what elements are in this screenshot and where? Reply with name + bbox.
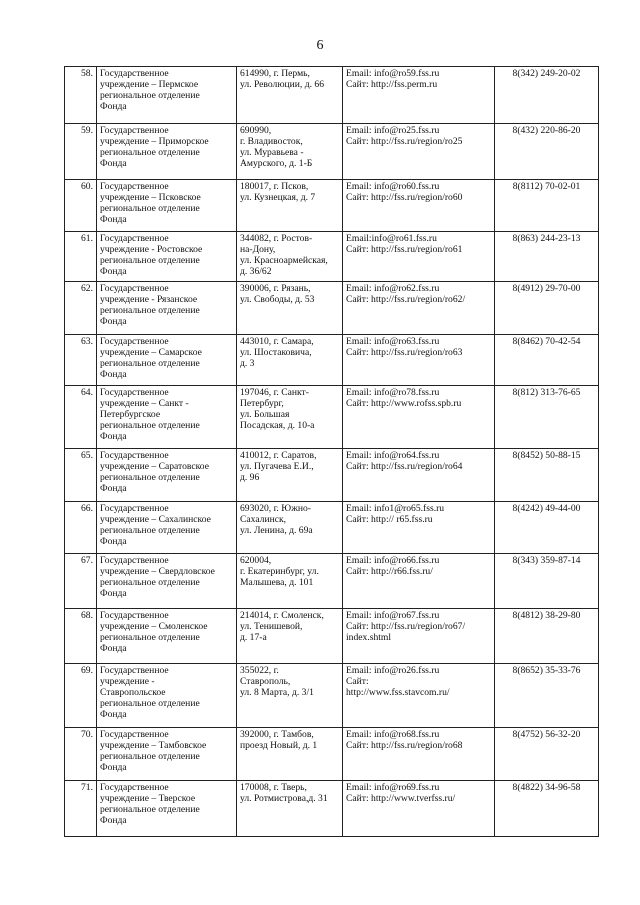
row-number: 62. [65, 282, 97, 335]
table-row [65, 728, 599, 781]
table-row [65, 180, 599, 232]
postal-address: 214014, г. Смоленск, ул. Тенишевой, д. 17-а [237, 609, 343, 664]
table-row [65, 664, 599, 728]
email-website: Email: info@ro67.fss.ru Сайт: http://fss.ru/region/ro67/ index.shtml [343, 609, 495, 664]
postal-address: 410012, г. Саратов, ул. Пугачева Е.И., д. 96 [237, 449, 343, 502]
row-number: 67. [65, 554, 97, 609]
email-website: Email: info@ro69.fss.ru Сайт: http://www.tverfss.ru/ [343, 781, 495, 837]
postal-address: 690990, г. Владивосток, ул. Муравьева - Амурского, д. 1-Б [237, 124, 343, 180]
email-website: Email: info@ro66.fss.ru Сайт: http://r66.fss.ru/ [343, 554, 495, 609]
postal-address: 443010, г. Самара, ул. Шостаковича, д. 3 [237, 335, 343, 386]
phone-number: 8(812) 313-76-65 [495, 386, 599, 449]
row-number: 66. [65, 502, 97, 554]
postal-address: 620004, г. Екатеринбург, ул. Малышева, д. 101 [237, 554, 343, 609]
phone-number: 8(8652) 35-33-76 [495, 664, 599, 728]
row-number: 71. [65, 781, 97, 837]
organization-name: Государственное учреждение - Ростовское региональное отделение Фонда [97, 232, 237, 282]
phone-number: 8(8452) 50-88-15 [495, 449, 599, 502]
postal-address: 614990, г. Пермь, ул. Революции, д. 66 [237, 67, 343, 124]
table-body [65, 67, 599, 837]
table-row [65, 232, 599, 282]
phone-number: 8(863) 244-23-13 [495, 232, 599, 282]
row-number: 60. [65, 180, 97, 232]
table-row [65, 781, 599, 837]
table-row [65, 124, 599, 180]
table-row [65, 502, 599, 554]
email-website: Email: info@ro62.fss.ru Сайт: http://fss.ru/region/ro62/ [343, 282, 495, 335]
postal-address: 344082, г. Ростов- на-Дону, ул. Красноармейская, д. 36/62 [237, 232, 343, 282]
email-website: Email:info@ro61.fss.ru Сайт: http://fss.ru/region/ro61 [343, 232, 495, 282]
phone-number: 8(4752) 56-32-20 [495, 728, 599, 781]
row-number: 63. [65, 335, 97, 386]
organization-name: Государственное учреждение – Смоленское региональное отделение Фонда [97, 609, 237, 664]
postal-address: 355022, г. Ставрополь, ул. 8 Марта, д. 3/1 [237, 664, 343, 728]
organization-name: Государственное учреждение – Псковское региональное отделение Фонда [97, 180, 237, 232]
organization-name: Государственное учреждение - Ставропольское региональное отделение Фонда [97, 664, 237, 728]
organization-name: Государственное учреждение – Приморское региональное отделение Фонда [97, 124, 237, 180]
row-number: 68. [65, 609, 97, 664]
phone-number: 8(432) 220-86-20 [495, 124, 599, 180]
postal-address: 170008, г. Тверь, ул. Ротмистрова,д. 31 [237, 781, 343, 837]
postal-address: 693020, г. Южно- Сахалинск, ул. Ленина, д. 69а [237, 502, 343, 554]
row-number: 59. [65, 124, 97, 180]
table-row [65, 282, 599, 335]
table-row [65, 335, 599, 386]
row-number: 70. [65, 728, 97, 781]
page-number: 6 [316, 38, 324, 53]
organization-name: Государственное учреждение – Сахалинское региональное отделение Фонда [97, 502, 237, 554]
table-row [65, 609, 599, 664]
phone-number: 8(8462) 70-42-54 [495, 335, 599, 386]
organization-name: Государственное учреждение – Самарское региональное отделение Фонда [97, 335, 237, 386]
table-row [65, 449, 599, 502]
postal-address: 197046, г. Санкт- Петербург, ул. Большая Посадская, д. 10-а [237, 386, 343, 449]
organization-name: Государственное учреждение – Свердловское региональное отделение Фонда [97, 554, 237, 609]
row-number: 64. [65, 386, 97, 449]
organization-name: Государственное учреждение – Тамбовское региональное отделение Фонда [97, 728, 237, 781]
organization-name: Государственное учреждение – Тверское региональное отделение Фонда [97, 781, 237, 837]
row-number: 58. [65, 67, 97, 124]
email-website: Email: info@ro25.fss.ru Сайт: http://fss.ru/region/ro25 [343, 124, 495, 180]
table-row [65, 554, 599, 609]
phone-number: 8(8112) 70-02-01 [495, 180, 599, 232]
email-website: Email: info@ro64.fss.ru Сайт: http://fss.ru/region/ro64 [343, 449, 495, 502]
organization-name: Государственное учреждение – Пермское региональное отделение Фонда [97, 67, 237, 124]
phone-number: 8(4242) 49-44-00 [495, 502, 599, 554]
regional-offices-table [64, 66, 599, 837]
email-website: Email: info@ro63.fss.ru Сайт: http://fss.ru/region/ro63 [343, 335, 495, 386]
organization-name: Государственное учреждение - Рязанское региональное отделение Фонда [97, 282, 237, 335]
postal-address: 392000, г. Тамбов, проезд Новый, д. 1 [237, 728, 343, 781]
phone-number: 8(342) 249-20-02 [495, 67, 599, 124]
email-website: Email: info1@ro65.fss.ru Сайт: http:// r65.fss.ru [343, 502, 495, 554]
row-number: 61. [65, 232, 97, 282]
email-website: Email: info@ro68.fss.ru Сайт: http://fss.ru/region/ro68 [343, 728, 495, 781]
postal-address: 180017, г. Псков, ул. Кузнецкая, д. 7 [237, 180, 343, 232]
email-website: Email: info@ro60.fss.ru Сайт: http://fss.ru/region/ro60 [343, 180, 495, 232]
email-website: Email: info@ro59.fss.ru Сайт: http://fss.perm.ru [343, 67, 495, 124]
phone-number: 8(343) 359-87-14 [495, 554, 599, 609]
table-row [65, 386, 599, 449]
organization-name: Государственное учреждение – Саратовское региональное отделение Фонда [97, 449, 237, 502]
phone-number: 8(4812) 38-29-80 [495, 609, 599, 664]
organization-name: Государственное учреждение – Санкт - Петербургское региональное отделение Фонда [97, 386, 237, 449]
email-website: Email: info@ro78.fss.ru Сайт: http://www.rofss.spb.ru [343, 386, 495, 449]
email-website: Email: info@ro26.fss.ru Сайт: http://www.fss.stavcom.ru/ [343, 664, 495, 728]
phone-number: 8(4912) 29-70-00 [495, 282, 599, 335]
row-number: 69. [65, 664, 97, 728]
postal-address: 390006, г. Рязань, ул. Свободы, д. 53 [237, 282, 343, 335]
row-number: 65. [65, 449, 97, 502]
table-row [65, 67, 599, 124]
phone-number: 8(4822) 34-96-58 [495, 781, 599, 837]
